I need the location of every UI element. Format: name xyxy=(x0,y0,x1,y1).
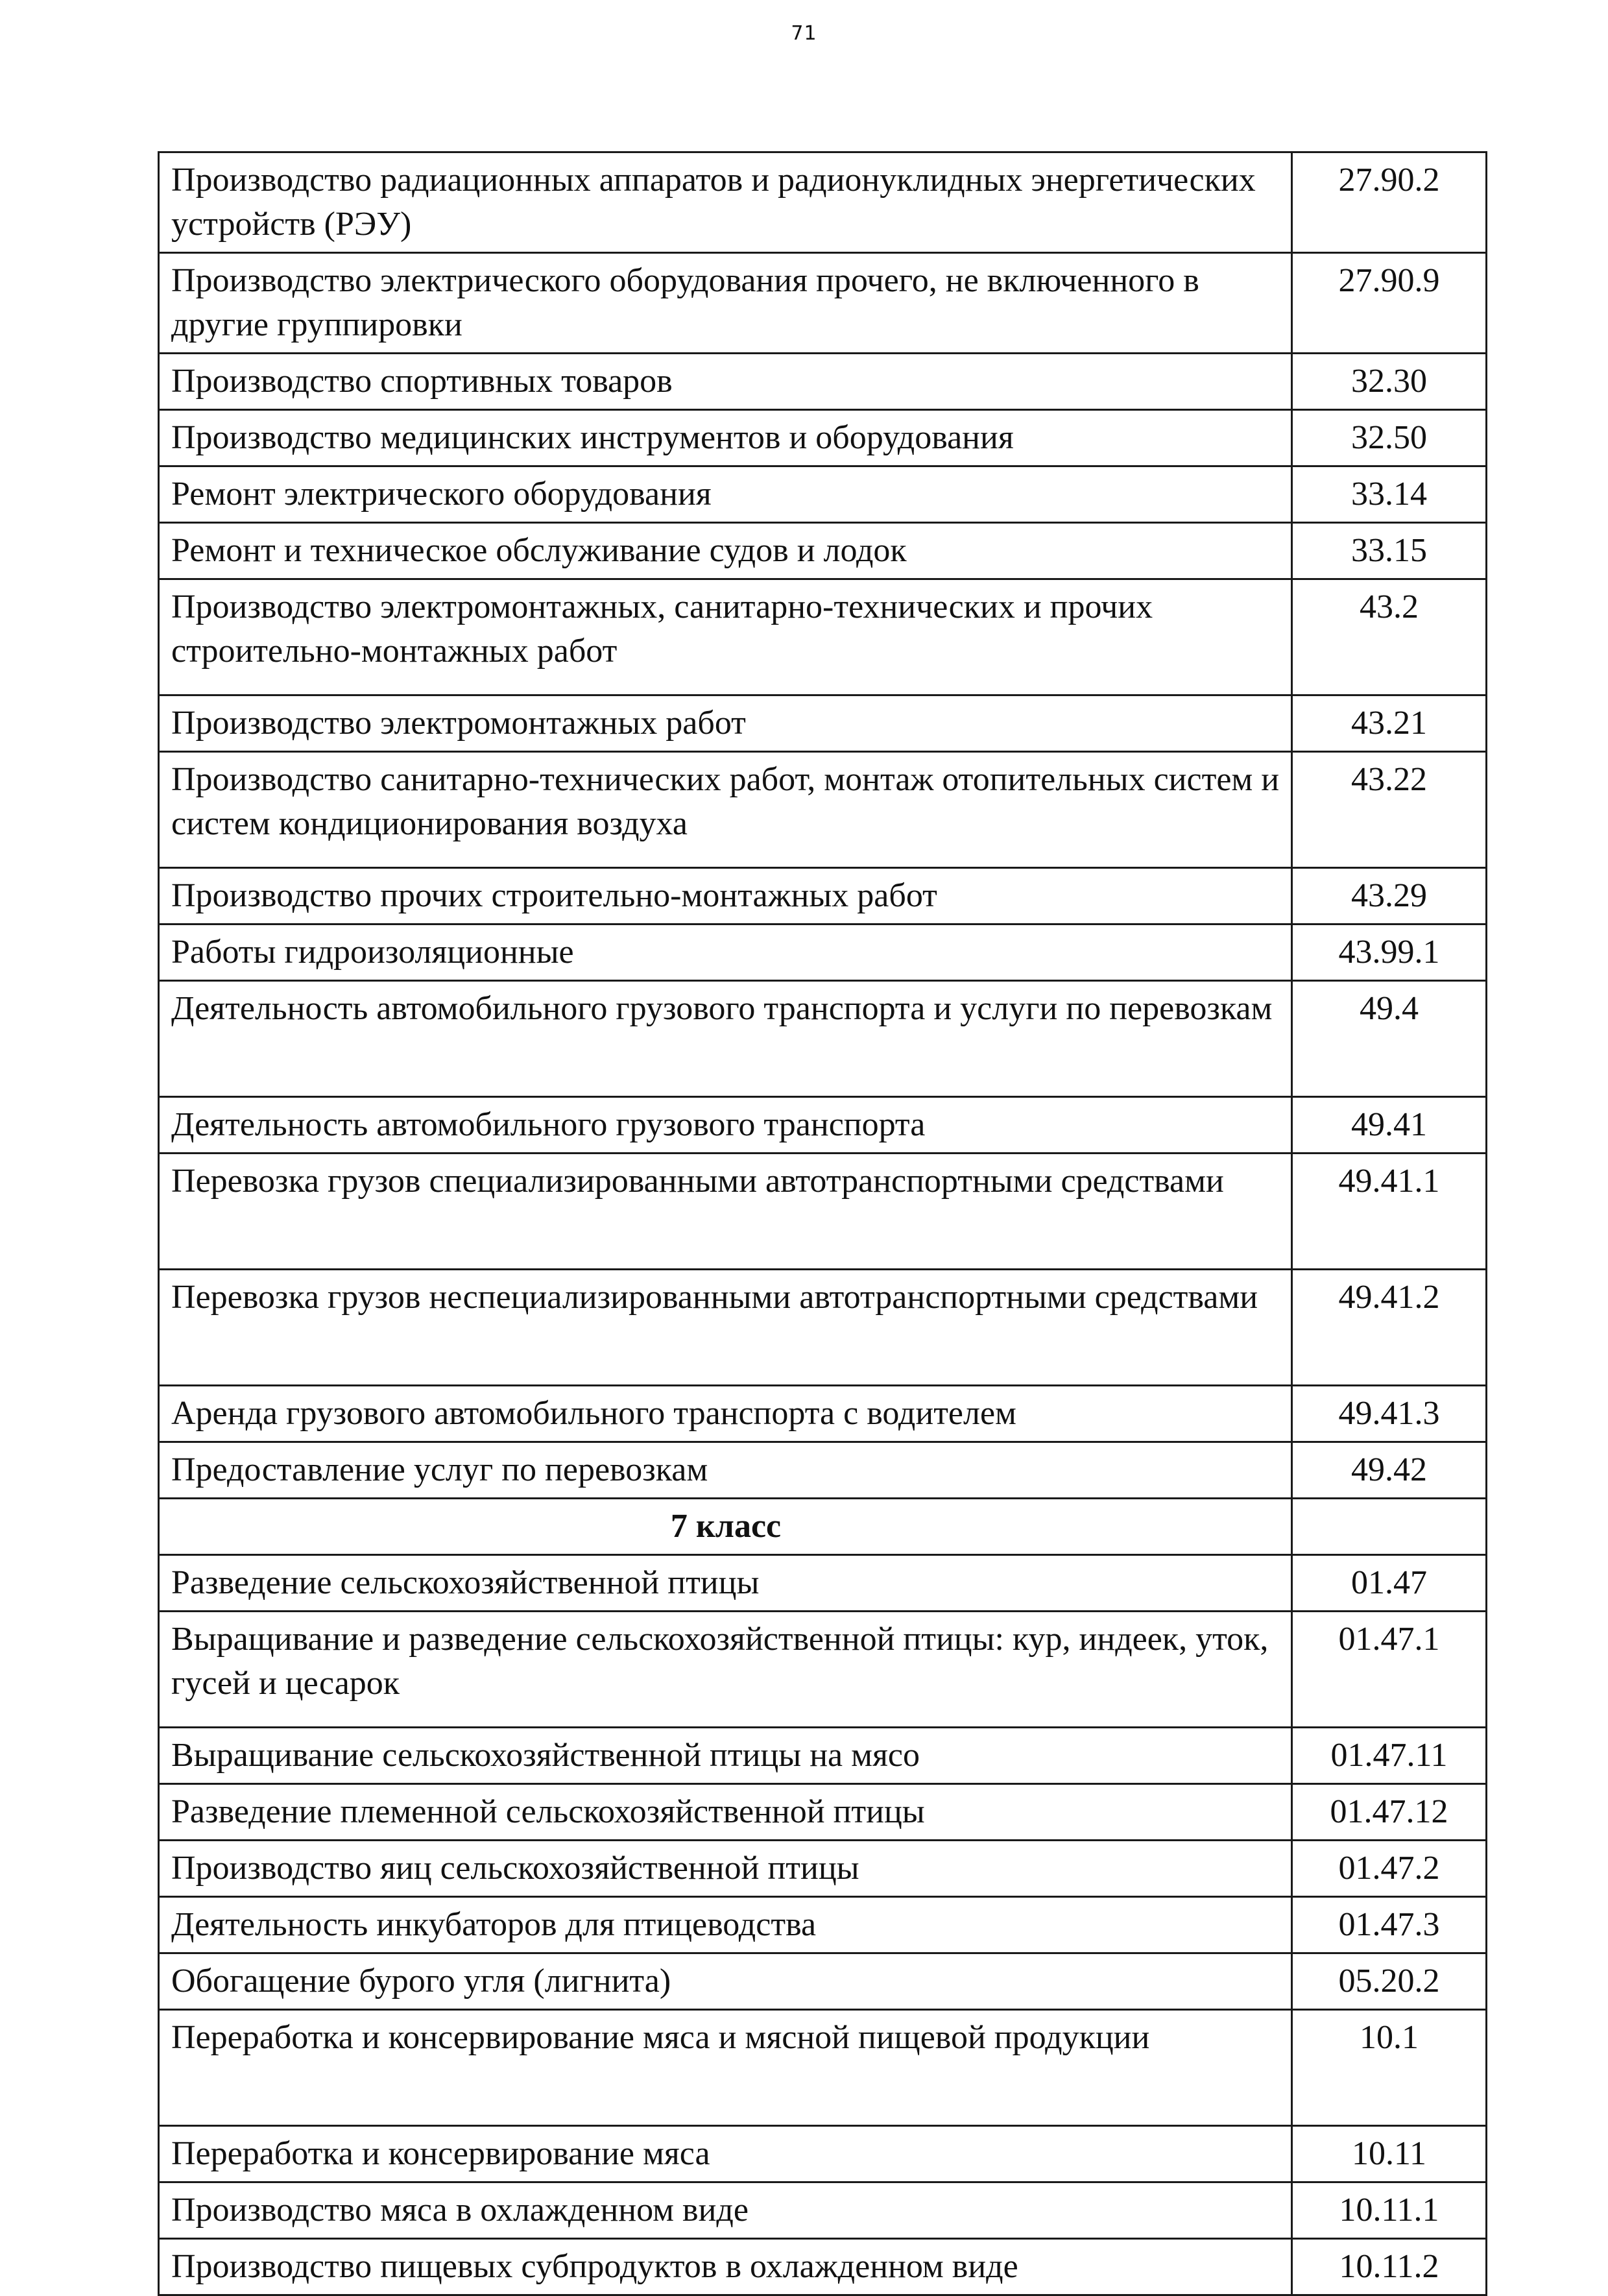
table-row xyxy=(159,579,1487,695)
table-row xyxy=(159,1097,1487,1154)
activity-name: Перевозка грузов неспециализированными автотранспортными средствами xyxy=(159,1270,1292,1386)
activity-name: Переработка и консервирование мяса xyxy=(159,2126,1292,2182)
table-row xyxy=(159,981,1487,1097)
activity-name: Производство электромонтажных работ xyxy=(159,695,1292,752)
okved-code: 43.21 xyxy=(1292,695,1487,752)
okved-code: 01.47.12 xyxy=(1292,1784,1487,1841)
table-row xyxy=(159,1612,1487,1728)
table-row xyxy=(159,2126,1487,2182)
okved-code: 27.90.9 xyxy=(1292,253,1487,354)
table-row xyxy=(159,354,1487,410)
okved-code: 27.90.2 xyxy=(1292,152,1487,253)
table-row xyxy=(159,152,1487,253)
okved-code: 05.20.2 xyxy=(1292,1953,1487,2010)
okved-code: 43.29 xyxy=(1292,868,1487,924)
okved-code: 01.47.1 xyxy=(1292,1612,1487,1728)
activity-name: Разведение племенной сельскохозяйственной птицы xyxy=(159,1784,1292,1841)
activity-name: Производство пищевых субпродуктов в охлажденном виде xyxy=(159,2239,1292,2295)
activity-name: Производство мяса в охлажденном виде xyxy=(159,2182,1292,2239)
table-row xyxy=(159,1154,1487,1270)
activity-name: Производство санитарно-технических работ, монтаж отопительных систем и систем кондиционирования воздуха xyxy=(159,752,1292,868)
activity-name: Переработка и консервирование мяса и мясной пищевой продукции xyxy=(159,2010,1292,2126)
table-row xyxy=(159,1442,1487,1499)
okved-code: 43.2 xyxy=(1292,579,1487,695)
table-row xyxy=(159,2010,1487,2126)
activity-name: Производство медицинских инструментов и оборудования xyxy=(159,410,1292,466)
table-row xyxy=(159,695,1487,752)
okved-code: 10.11.2 xyxy=(1292,2239,1487,2295)
table-row xyxy=(159,1555,1487,1612)
okved-code: 01.47 xyxy=(1292,1555,1487,1612)
activity-name: Предоставление услуг по перевозкам xyxy=(159,1442,1292,1499)
activity-name: Аренда грузового автомобильного транспорта с водителем xyxy=(159,1386,1292,1442)
okved-code: 43.22 xyxy=(1292,752,1487,868)
okved-code: 43.99.1 xyxy=(1292,924,1487,981)
table-row xyxy=(159,1953,1487,2010)
activity-name: Производство яиц сельскохозяйственной птицы xyxy=(159,1841,1292,1897)
table-row xyxy=(159,466,1487,523)
activity-name: Работы гидроизоляционные xyxy=(159,924,1292,981)
okved-code: 49.42 xyxy=(1292,1442,1487,1499)
table-row xyxy=(159,2182,1487,2239)
okved-code: 49.41.1 xyxy=(1292,1154,1487,1270)
okved-code: 32.30 xyxy=(1292,354,1487,410)
table-row xyxy=(159,924,1487,981)
okved-code: 49.41 xyxy=(1292,1097,1487,1154)
table-row xyxy=(159,1841,1487,1897)
okved-code: 49.4 xyxy=(1292,981,1487,1097)
table-row xyxy=(159,410,1487,466)
okved-code: 10.1 xyxy=(1292,2010,1487,2126)
table-row xyxy=(159,868,1487,924)
table-row xyxy=(159,1386,1487,1442)
activity-name: Производство электрического оборудования прочего, не включенного в другие группировки xyxy=(159,253,1292,354)
activity-name: Обогащение бурого угля (лигнита) xyxy=(159,1953,1292,2010)
table-row xyxy=(159,2239,1487,2295)
table-row xyxy=(159,253,1487,354)
activity-name: Производство спортивных товаров xyxy=(159,354,1292,410)
activity-name: Производство электромонтажных, санитарно-технических и прочих строительно-монтажных работ xyxy=(159,579,1292,695)
table-row xyxy=(159,1897,1487,1953)
activity-name: Выращивание сельскохозяйственной птицы на мясо xyxy=(159,1728,1292,1784)
activity-name: Разведение сельскохозяйственной птицы xyxy=(159,1555,1292,1612)
activity-name: Ремонт и техническое обслуживание судов и лодок xyxy=(159,523,1292,579)
okved-code: 10.11 xyxy=(1292,2126,1487,2182)
okved-code: 32.50 xyxy=(1292,410,1487,466)
okved-code: 01.47.11 xyxy=(1292,1728,1487,1784)
page-number: 71 xyxy=(791,22,817,45)
section-heading: 7 класс xyxy=(159,1499,1292,1555)
table-row xyxy=(159,1784,1487,1841)
activity-name: Выращивание и разведение сельскохозяйственной птицы: кур, индеек, уток, гусей и цесарок xyxy=(159,1612,1292,1728)
table-row xyxy=(159,1728,1487,1784)
okved-code xyxy=(1292,1499,1487,1555)
activity-name: Перевозка грузов специализированными автотранспортными средствами xyxy=(159,1154,1292,1270)
okved-code: 33.15 xyxy=(1292,523,1487,579)
section-heading-row xyxy=(159,1499,1487,1555)
activity-name: Деятельность автомобильного грузового транспорта и услуги по перевозкам xyxy=(159,981,1292,1097)
activity-name: Ремонт электрического оборудования xyxy=(159,466,1292,523)
table-row xyxy=(159,523,1487,579)
activity-name: Деятельность автомобильного грузового транспорта xyxy=(159,1097,1292,1154)
okved-table xyxy=(158,151,1487,2296)
okved-code: 49.41.3 xyxy=(1292,1386,1487,1442)
okved-code: 33.14 xyxy=(1292,466,1487,523)
okved-code: 10.11.1 xyxy=(1292,2182,1487,2239)
activity-name: Производство прочих строительно-монтажных работ xyxy=(159,868,1292,924)
activity-name: Деятельность инкубаторов для птицеводства xyxy=(159,1897,1292,1953)
table-row xyxy=(159,752,1487,868)
table-row xyxy=(159,1270,1487,1386)
okved-code: 01.47.2 xyxy=(1292,1841,1487,1897)
okved-code: 01.47.3 xyxy=(1292,1897,1487,1953)
activity-name: Производство радиационных аппаратов и радионуклидных энергетических устройств (РЭУ) xyxy=(159,152,1292,253)
okved-code: 49.41.2 xyxy=(1292,1270,1487,1386)
